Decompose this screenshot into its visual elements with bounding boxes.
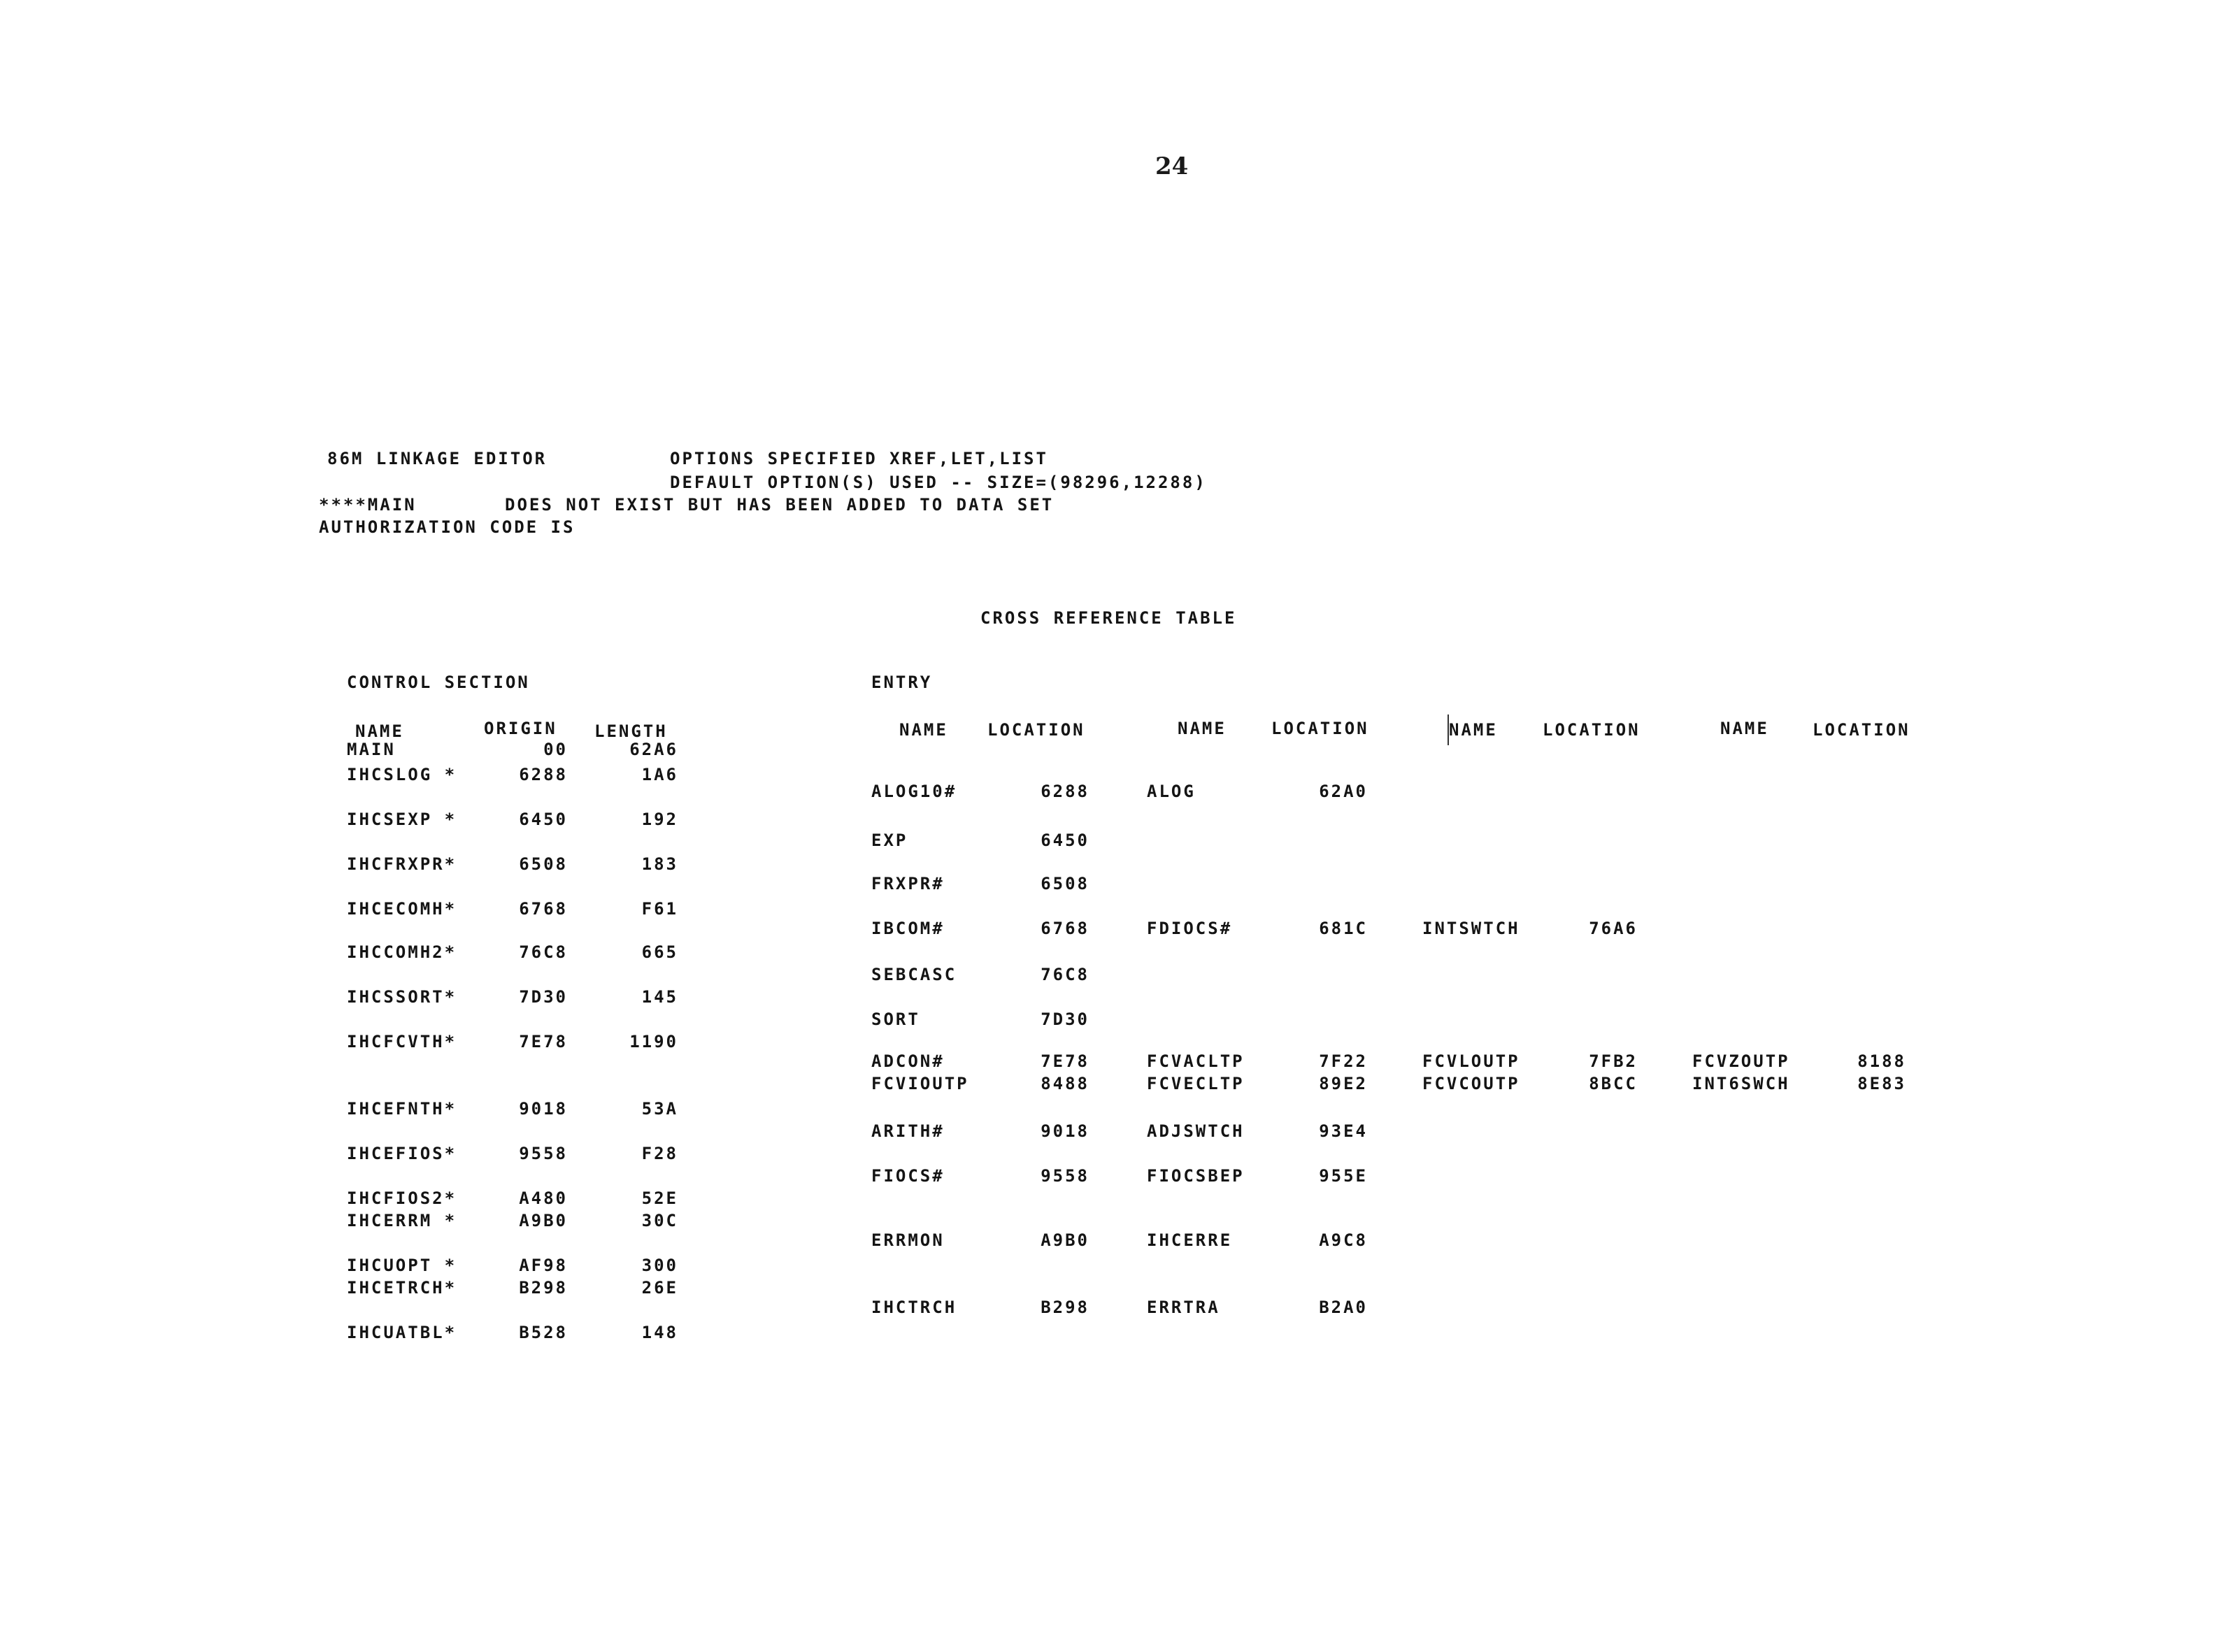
cs-origin: 6508 [519,854,568,874]
cs-origin: 9558 [519,1144,568,1163]
entry-name: IHCTRCH [871,1298,957,1317]
entry-header-location-4: LOCATION [1813,720,1910,740]
cs-name: IHCEFNTH* [347,1099,457,1119]
entry-header-location-2: LOCATION [1271,719,1369,738]
entry-name: FCVACLTP [1147,1051,1245,1071]
entry-location: A9B0 [1041,1230,1089,1250]
options-specified: OPTIONS SPECIFIED XREF,LET,LIST [670,449,1048,468]
cs-name: IHCECOMH* [347,899,457,919]
entry-location: 7F22 [1319,1051,1368,1071]
cs-origin: AF98 [519,1256,568,1275]
entry-header-name-2: NAME [1178,719,1227,738]
entry-name: IHCERRE [1147,1230,1233,1250]
entry-name: FRXPR# [871,874,945,893]
entry-name: FDIOCS# [1147,919,1233,938]
cs-length: 665 [641,942,678,962]
entry-location: 681C [1319,919,1368,938]
entry-name: FIOCSBEP [1147,1166,1245,1186]
entry-name: SORT [871,1010,920,1029]
entry-location: 76C8 [1041,965,1089,984]
cs-name: IHCCOMH2* [347,942,457,962]
cs-origin: B528 [519,1323,568,1342]
cs-length: 30C [641,1211,678,1230]
entry-location: 62A0 [1319,782,1368,801]
entry-location: 93E4 [1319,1121,1368,1141]
entry-location: 76A6 [1589,919,1638,938]
entry-location: 6768 [1041,919,1089,938]
entry-name: SEBCASC [871,965,957,984]
entry-title: ENTRY [871,673,933,692]
entry-location: 6450 [1041,831,1089,850]
entry-name: FIOCS# [871,1166,945,1186]
cs-origin: A480 [519,1188,568,1208]
cs-header-name: NAME [355,721,404,741]
entry-name: FCVZOUTP [1692,1051,1790,1071]
cs-length: F28 [641,1144,678,1163]
entry-name: ERRMON [871,1230,945,1250]
entry-location: A9C8 [1319,1230,1368,1250]
cs-origin: A9B0 [519,1211,568,1230]
entry-name: ADCON# [871,1051,945,1071]
entry-header-location-1: LOCATION [987,720,1085,740]
cs-origin: 00 [543,740,568,759]
entry-name: ERRTRA [1147,1298,1220,1317]
cs-name: IHCETRCH* [347,1278,457,1298]
entry-name: FCVLOUTP [1422,1051,1520,1071]
entry-name: INTSWTCH [1422,919,1520,938]
cs-origin: B298 [519,1278,568,1298]
cs-name: IHCUATBL* [347,1323,457,1342]
warning-message: DOES NOT EXIST BUT HAS BEEN ADDED TO DATA SET [505,495,1055,515]
program-title: 86M LINKAGE EDITOR [327,449,548,468]
cs-header-origin: ORIGIN [484,719,557,738]
cs-name: IHCSLOG * [347,765,457,784]
cs-length: F61 [641,899,678,919]
entry-name: FCVCOUTP [1422,1074,1520,1093]
cs-length: 62A6 [629,740,678,759]
cs-length: 300 [641,1256,678,1275]
cs-name: IHCUOPT * [347,1256,457,1275]
entry-location: 7D30 [1041,1010,1089,1029]
entry-location: 9558 [1041,1166,1089,1186]
entry-location: B298 [1041,1298,1089,1317]
entry-location: 955E [1319,1166,1368,1186]
cs-origin: 6288 [519,765,568,784]
entry-name: IBCOM# [871,919,945,938]
entry-location: 8188 [1857,1051,1906,1071]
cs-origin: 76C8 [519,942,568,962]
cs-length: 52E [641,1188,678,1208]
default-options: DEFAULT OPTION(S) USED -- SIZE=(98296,12288) [670,473,1207,492]
page-number: 24 [1155,152,1189,180]
cs-length: 145 [641,987,678,1007]
cs-name: IHCSSORT* [347,987,457,1007]
cs-name: IHCERRM * [347,1211,457,1230]
cs-origin: 7D30 [519,987,568,1007]
cs-name: MAIN [347,740,396,759]
entry-location: 7E78 [1041,1051,1089,1071]
entry-header-name-3: NAME [1449,720,1498,740]
entry-location: 6508 [1041,874,1089,893]
cs-length: 1A6 [641,765,678,784]
cs-name: IHCFRXPR* [347,854,457,874]
entry-header-name-1: NAME [899,720,948,740]
cs-origin: 6450 [519,810,568,829]
cs-name: IHCEFIOS* [347,1144,457,1163]
cs-length: 53A [641,1099,678,1119]
entry-name: FCVECLTP [1147,1074,1245,1093]
entry-header-location-3: LOCATION [1543,720,1641,740]
cs-origin: 7E78 [519,1032,568,1051]
entry-name: EXP [871,831,908,850]
entry-name: FCVIOUTP [871,1074,969,1093]
cs-length: 192 [641,810,678,829]
entry-name: ARITH# [871,1121,945,1141]
entry-header-name-4: NAME [1720,719,1769,738]
cs-header-length: LENGTH [594,721,668,741]
cs-origin: 9018 [519,1099,568,1119]
cs-length: 183 [641,854,678,874]
entry-location: 8BCC [1589,1074,1638,1093]
entry-location: 89E2 [1319,1074,1368,1093]
warning-prefix: ****MAIN [319,495,417,515]
cs-length: 1190 [629,1032,678,1051]
cs-length: 148 [641,1323,678,1342]
entry-location: 8488 [1041,1074,1089,1093]
text-cursor-mark [1448,714,1449,745]
entry-location: 8E83 [1857,1074,1906,1093]
entry-name: ADJSWTCH [1147,1121,1245,1141]
cs-name: IHCSEXP * [347,810,457,829]
entry-location: 7FB2 [1589,1051,1638,1071]
entry-name: ALOG [1147,782,1196,801]
entry-location: 6288 [1041,782,1089,801]
control-section-title: CONTROL SECTION [347,673,530,692]
table-title: CROSS REFERENCE TABLE [980,608,1237,628]
entry-location: 9018 [1041,1121,1089,1141]
cs-name: IHCFCVTH* [347,1032,457,1051]
entry-name: ALOG10# [871,782,957,801]
authorization-code: AUTHORIZATION CODE IS [319,517,576,537]
cs-origin: 6768 [519,899,568,919]
entry-location: B2A0 [1319,1298,1368,1317]
entry-name: INT6SWCH [1692,1074,1790,1093]
cs-length: 26E [641,1278,678,1298]
cs-name: IHCFIOS2* [347,1188,457,1208]
